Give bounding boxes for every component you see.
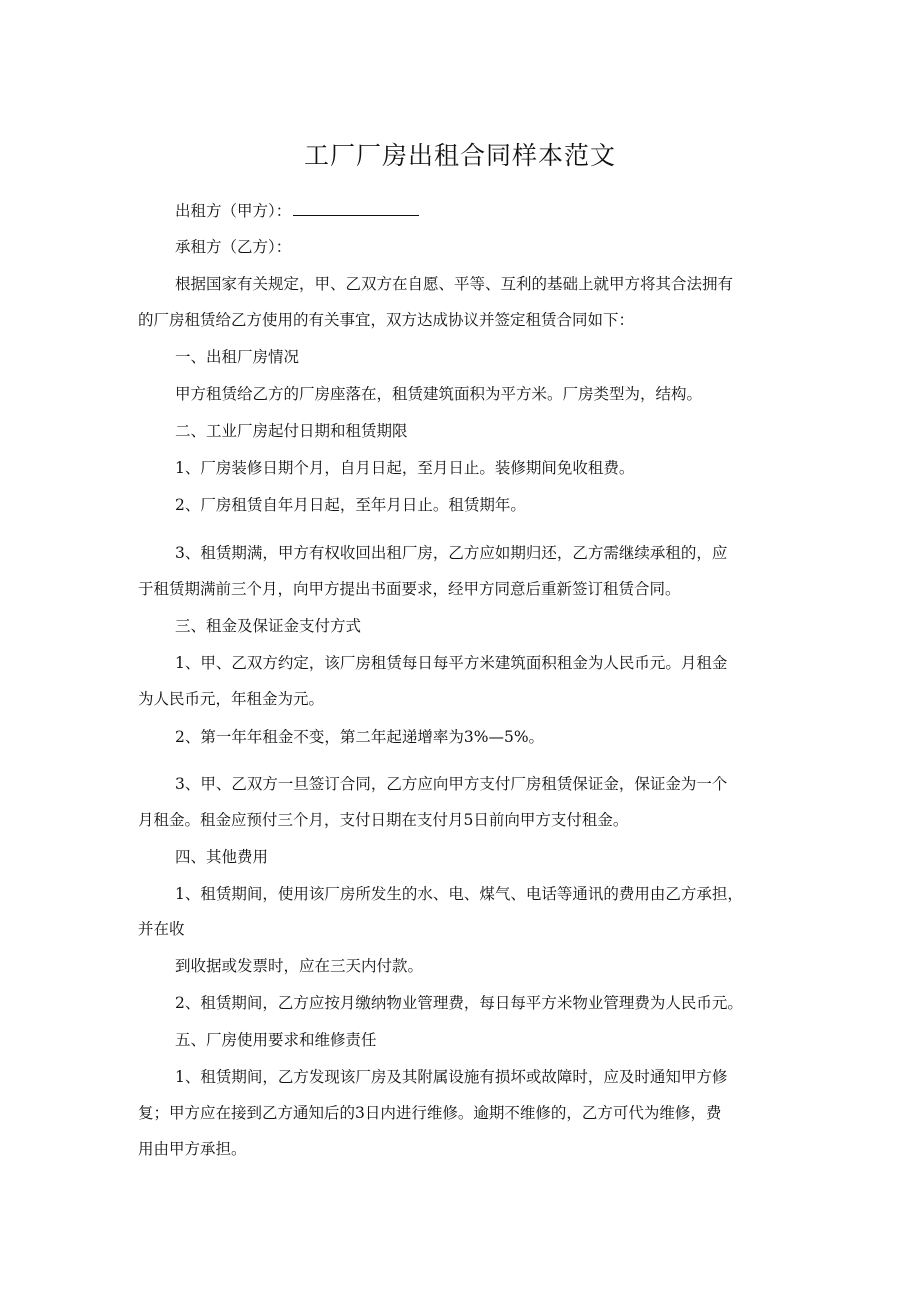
lessor-label: 出租方（甲方）： [175,202,292,220]
section2-item3-line1: 3、租赁期满，甲方有权收回出租厂房，乙方应如期归还，乙方需继续承租的，应 [175,544,728,562]
section4-item2: 2、租赁期间，乙方应按月缴纳物业管理费，每日每平方米物业管理费为人民币元。 [175,994,743,1012]
section1-heading: 一、出租厂房情况 [175,348,300,366]
section3-item2: 2、第一年年租金不变，第二年起递增率为3%—5%。 [175,728,545,746]
section5-item1-line2: 复；甲方应在接到乙方通知后的3日内进行维修。逾期不维修的，乙方可代为维修，费 [138,1104,722,1122]
section1-text: 甲方租赁给乙方的厂房座落在，租赁建筑面积为平方米。厂房类型为，结构。 [175,385,703,403]
section5-item1-line1: 1、租赁期间，乙方发现该厂房及其附属设施有损坏或故障时，应及时通知甲方修 [175,1068,728,1086]
section3-item1-line2: 为人民币元，年租金为元。 [138,690,325,708]
lessee-label: 承租方（乙方）： [175,238,292,256]
lessor-line [175,199,800,223]
document-title: 工厂厂房出租合同样本范文 [303,141,616,170]
section2-item3-line2: 于租赁期满前三个月，向甲方提出书面要求，经甲方同意后重新签订租赁合同。 [138,580,681,598]
section3-item3-line2: 月租金。租金应预付三个月，支付日期在支付月5日前向甲方支付租金。 [138,811,629,829]
section2-item2: 2、厂房租赁自年月日起，至年月日止。租赁期年。 [175,496,526,514]
intro-line-1: 根据国家有关规定，甲、乙双方在自愿、平等、互利的基础上就甲方将其合法拥有 [175,275,734,293]
section4-item1-line1: 1、租赁期间，使用该厂房所发生的水、电、煤气、电话等通讯的费用由乙方承担， [175,885,743,903]
section4-item1-line2: 并在收 [138,920,185,938]
section4-heading: 四、其他费用 [175,848,269,866]
section5-heading: 五、厂房使用要求和维修责任 [175,1031,377,1049]
section3-item1-line1: 1、甲、乙双方约定，该厂房租赁每日每平方米建筑面积租金为人民币元。月租金 [175,654,728,672]
intro-line-2: 的厂房租赁给乙方使用的有关事宜，双方达成协议并签定租赁合同如下： [138,311,635,329]
section3-heading: 三、租金及保证金支付方式 [175,617,362,635]
section2-item1: 1、厂房装修日期个月，自月日起，至月日止。装修期间免收租费。 [175,459,635,477]
lessor-blank[interactable] [293,200,419,216]
section3-item3-line1: 3、甲、乙双方一旦签订合同，乙方应向甲方支付厂房租赁保证金，保证金为一个 [175,775,728,793]
section4-item1-line3: 到收据或发票时，应在三天内付款。 [175,957,424,975]
section2-heading: 二、工业厂房起付日期和租赁期限 [175,422,408,440]
section5-item1-line3: 用由甲方承担。 [138,1140,247,1158]
